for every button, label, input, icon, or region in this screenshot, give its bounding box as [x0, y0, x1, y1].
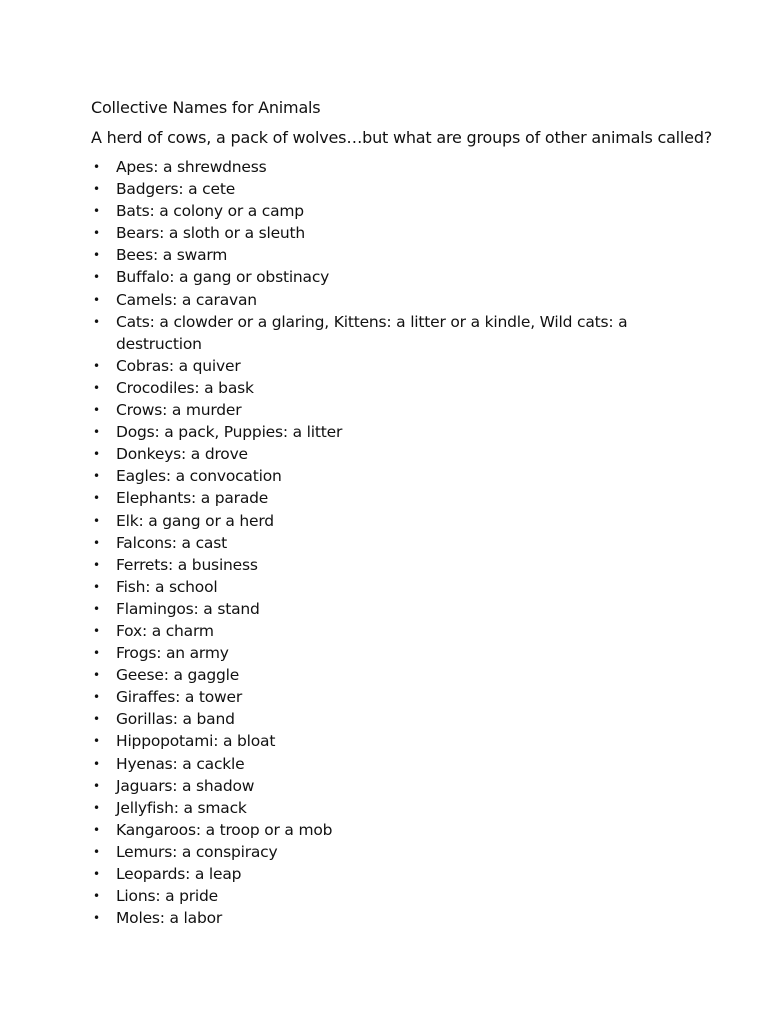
list-item-text: Eagles: a convocation	[116, 467, 282, 486]
list-item	[91, 421, 651, 443]
bullet-marker: •	[93, 889, 100, 904]
list-item	[91, 355, 651, 377]
bullet-marker: •	[93, 867, 100, 881]
bullet-marker: •	[93, 712, 100, 727]
list-item	[91, 377, 651, 399]
list-item	[91, 753, 651, 775]
list-item	[91, 510, 651, 532]
bullet-marker: •	[93, 623, 100, 638]
list-item	[91, 222, 651, 244]
list-item-text: Fox: a charm	[116, 621, 214, 640]
list-item-text: Frogs: an army	[116, 644, 229, 663]
bullet-marker: •	[93, 800, 100, 815]
bullet-marker: •	[93, 358, 100, 373]
bullet-marker: •	[93, 601, 100, 616]
bullet-marker: •	[93, 822, 100, 837]
list-item-text: Flamingos: a stand	[116, 599, 260, 618]
list-item	[91, 443, 651, 465]
list-item	[91, 907, 651, 929]
intro-paragraph: A herd of cows, a pack of wolves…but what are groups of other animals called?	[91, 128, 713, 147]
list-item-text: Ferrets: a business	[116, 555, 258, 574]
bullet-marker: •	[93, 204, 100, 219]
list-item-text: Elk: a gang or a herd	[116, 511, 274, 530]
bullet-marker: •	[93, 778, 100, 793]
list-item-text: Elephants: a parade	[116, 489, 269, 508]
list-item-text: Gorillas: a band	[116, 710, 235, 729]
bullet-marker: •	[93, 182, 100, 197]
list-item-text: Giraffes: a tower	[116, 688, 243, 707]
list-item	[91, 399, 651, 421]
bullet-marker: •	[93, 270, 100, 285]
list-item	[91, 708, 651, 730]
bullet-marker: •	[93, 491, 100, 506]
list-item	[91, 664, 651, 686]
list-item	[91, 266, 651, 288]
list-item	[91, 797, 651, 819]
bullet-marker: •	[93, 579, 100, 594]
bullet-marker: •	[93, 380, 100, 395]
list-item-text: Crocodiles: a bask	[116, 378, 254, 397]
list-item-text: Bees: a swarm	[116, 246, 228, 265]
list-item	[91, 598, 651, 620]
list-item-text: Geese: a gaggle	[116, 666, 240, 685]
list-item	[91, 730, 651, 752]
list-item-text: Jaguars: a shadow	[116, 776, 255, 795]
list-item	[91, 686, 651, 708]
list-item	[91, 642, 651, 664]
list-item-text: Lions: a pride	[116, 887, 218, 906]
list-item-text: Hippopotami: a bloat	[116, 732, 276, 751]
list-item-text: Lemurs: a conspiracy	[116, 842, 278, 861]
list-item	[91, 244, 651, 266]
list-item	[91, 554, 651, 576]
bullet-marker: •	[93, 668, 100, 683]
list-item	[91, 532, 651, 554]
bullet-marker: •	[93, 403, 100, 418]
bullet-marker: •	[93, 756, 100, 771]
list-item	[91, 863, 651, 885]
list-item	[91, 311, 651, 355]
list-item-text: Bears: a sloth or a sleuth	[116, 224, 306, 243]
list-item-text: Kangaroos: a troop or a mob	[116, 820, 333, 839]
bullet-marker: •	[93, 160, 100, 174]
bullet-marker: •	[93, 535, 100, 550]
list-item-text: Buffalo: a gang or obstinacy	[116, 268, 330, 287]
list-item-text: Badgers: a cete	[116, 180, 236, 199]
list-item	[91, 819, 651, 841]
bullet-marker: •	[93, 469, 100, 484]
list-item-text: Cats: a clowder or a glaring, Kittens: a litter or a kindle, Wild cats: a destruction	[116, 312, 628, 353]
list-item	[91, 289, 651, 311]
list-item-text: Dogs: a pack, Puppies: a litter	[116, 423, 343, 442]
list-item-text: Camels: a caravan	[116, 290, 257, 309]
bullet-marker: •	[93, 844, 100, 859]
bullet-marker: •	[93, 314, 100, 329]
list-item	[91, 178, 651, 200]
list-item-text: Apes: a shrewdness	[116, 158, 267, 176]
list-item-text: Moles: a labor	[116, 909, 223, 928]
list-item	[91, 885, 651, 907]
bullet-marker: •	[93, 557, 100, 572]
list-item-text: Cobras: a quiver	[116, 356, 241, 375]
animal-group-list	[91, 156, 651, 929]
list-item	[91, 841, 651, 863]
bullet-marker: •	[93, 447, 100, 462]
list-item	[91, 200, 651, 222]
list-item-text: Hyenas: a cackle	[116, 754, 245, 773]
list-item-text: Jellyfish: a smack	[116, 798, 247, 817]
bullet-marker: •	[93, 513, 100, 528]
document-title: Collective Names for Animals	[91, 98, 321, 117]
bullet-marker: •	[93, 734, 100, 749]
list-item-text: Falcons: a cast	[116, 533, 227, 552]
list-item-text: Bats: a colony or a camp	[116, 202, 304, 221]
list-item-text: Fish: a school	[116, 577, 218, 596]
bullet-marker: •	[93, 690, 100, 705]
bullet-marker: •	[93, 425, 100, 440]
list-item	[91, 620, 651, 642]
list-item	[91, 487, 651, 509]
bullet-marker: •	[93, 226, 100, 241]
bullet-marker: •	[93, 292, 100, 307]
bullet-marker: •	[93, 646, 100, 661]
list-item	[91, 156, 651, 178]
bullet-marker: •	[93, 248, 100, 263]
bullet-marker: •	[93, 911, 100, 926]
list-item-text: Crows: a murder	[116, 401, 242, 420]
list-item	[91, 465, 651, 487]
list-item	[91, 775, 651, 797]
list-item	[91, 576, 651, 598]
list-item-text: Donkeys: a drove	[116, 445, 248, 464]
list-item-text: Leopards: a leap	[116, 865, 242, 883]
